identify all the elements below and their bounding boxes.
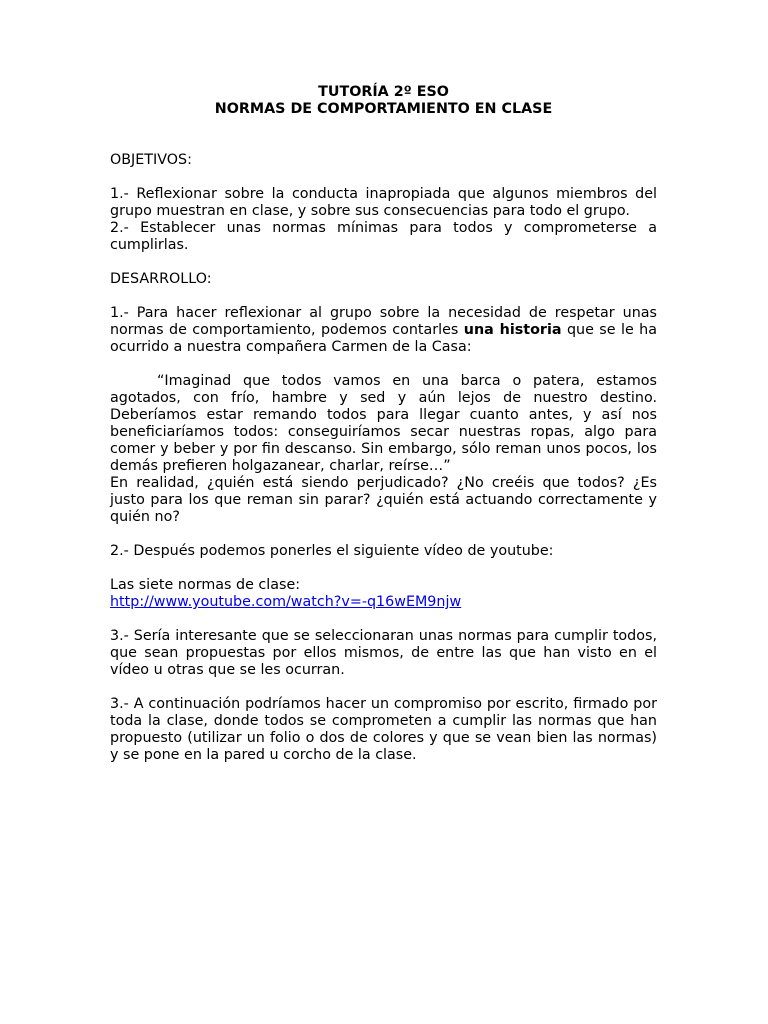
desarrollo-step-2: 2.- Después podemos ponerles el siguiente vídeo de youtube:: [110, 543, 554, 559]
video-link-line: [110, 594, 657, 611]
document-page: [110, 84, 657, 764]
spacer: [110, 526, 657, 543]
step-1-bold-text: una historia: [463, 322, 562, 338]
document-title: TUTORÍA 2º ESO: [318, 84, 449, 100]
step-1-text-end: que se le ha ocurrido a nuestra compañera Carmen de la Casa:: [110, 322, 657, 355]
story-paragraph: “Imaginad que todos vamos en una barca o patera, estamos agotados, con frío, hambre y sed y aún lejos de nuestro destino. Deberíamos estar remando todos para llegar cuanto antes, y así nos beneficiaríamos todos: conseguiríamos secar nuestras ropas, algo para comer y beber y por fin descanso. Sin embargo, sólo reman unos pocos, los demás prefieren holgazanear, charlar, reírse…”: [110, 373, 657, 474]
objetivo-item-1: 1.- Reflexionar sobre la conducta inapropiada que algunos miembros del grupo muestran en clase, y sobre sus consecuencias para todo el grupo.: [110, 186, 657, 219]
spacer: [110, 560, 657, 577]
video-label: Las siete normas de clase:: [110, 577, 301, 593]
desarrollo-step-1: [110, 305, 657, 356]
spacer: [110, 254, 657, 271]
desarrollo-step-3: 3.- Sería interesante que se seleccionaran unas normas para cumplir todos, que sean propuestas por ellos mismos, de entre las que han visto en el vídeo u otras que se les ocurran.: [110, 628, 657, 678]
document-subtitle: NORMAS DE COMPORTAMIENTO EN CLASE: [214, 101, 553, 117]
spacer: [110, 611, 657, 628]
spacer: [110, 288, 657, 305]
youtube-link[interactable]: http://www.youtube.com/watch?v=-q16wEM9njw: [110, 594, 462, 610]
spacer: [110, 679, 657, 696]
step-1-text: 1.- Para hacer reflexionar al grupo sobre la necesidad de respetar unas normas de comportamiento, podemos contarles: [110, 305, 657, 338]
objetivo-item-2: 2.- Establecer unas normas mínimas para todos y comprometerse a cumplirlas.: [110, 220, 657, 253]
questions-paragraph: En realidad, ¿quién está siendo perjudicado? ¿No creéis que todos? ¿Es justo para los que reman sin parar? ¿quién está actuando correctamente y quién no?: [110, 475, 657, 525]
spacer: [110, 118, 657, 152]
desarrollo-step-4: 3.- A continuación podríamos hacer un compromiso por escrito, firmado por toda la clase, donde todos se comprometen a cumplir las normas que han propuesto (utilizar un folio o dos de colores y que se vean bien las normas) y se pone en la pared u corcho de la clase.: [110, 696, 657, 763]
spacer: [110, 169, 657, 186]
objetivos-heading: OBJETIVOS:: [110, 152, 192, 168]
desarrollo-heading: DESARROLLO:: [110, 271, 212, 287]
spacer: [110, 356, 657, 373]
